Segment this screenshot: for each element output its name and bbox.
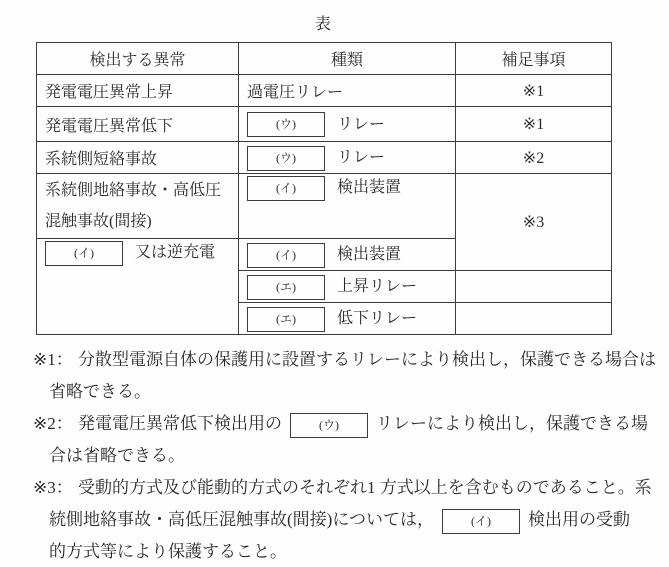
cell-anomaly-r2: 発電電圧異常低下	[37, 107, 239, 142]
fill-in-blank-i: (イ)	[442, 509, 520, 534]
fill-in-blank-i: (イ)	[45, 241, 123, 266]
fill-in-blank-u: (ウ)	[247, 112, 325, 137]
footnote-1-line-2	[33, 376, 653, 408]
table-row	[37, 174, 612, 239]
kind-label: 低下リレー	[337, 310, 418, 328]
cell-kind-r6	[239, 271, 456, 303]
anomaly-line1: 系統側地絡事故・高低圧	[45, 182, 222, 199]
cell-note-r4-r5: ※3	[456, 174, 612, 271]
footnote-1-text: 省略できる。	[49, 382, 151, 401]
footnote-1-line-1	[33, 344, 656, 376]
table-header-row	[37, 43, 612, 75]
anomaly-label: 又は逆充電	[135, 244, 216, 261]
cell-note-r6-empty	[456, 271, 612, 303]
anomaly-line2: 混触事故(間接)	[45, 213, 152, 230]
footnote-1-text: 分散型電源自体の保護用に設置するリレーにより検出し，保護できる場合は	[78, 350, 656, 369]
footnote-2-text: 合は省略できる。	[49, 446, 185, 465]
table-row	[37, 142, 612, 174]
header-kind: 種類	[239, 43, 456, 75]
kind-label: リレー	[337, 149, 386, 167]
kind-label: 検出装置	[337, 246, 402, 264]
kind-label: 上昇リレー	[337, 278, 418, 296]
cell-anomaly-r5	[37, 239, 239, 335]
footnote-2-text: 発電電圧異常低下検出用の	[78, 414, 282, 433]
footnote-3-text: 統側地絡事故・高低圧混触事故(間接)については，	[49, 510, 434, 529]
footnote-1-label: ※1：	[33, 350, 73, 369]
cell-anomaly-r1: 発電電圧異常上昇	[37, 75, 239, 107]
fill-in-blank-e: (エ)	[247, 275, 325, 300]
footnote-3-text: 検出用の受動	[527, 510, 630, 529]
fill-in-blank-u: (ウ)	[290, 413, 368, 438]
fill-in-blank-e: (エ)	[247, 307, 325, 332]
footnote-3-line-2	[33, 504, 653, 536]
cell-note-r7-empty	[456, 303, 612, 335]
table-row	[37, 107, 612, 142]
cell-kind-r3	[239, 142, 456, 174]
header-supplementary: 補足事項	[456, 43, 612, 75]
cell-kind-r5	[239, 239, 456, 271]
cell-kind-r1: 過電圧リレー	[239, 75, 456, 107]
table-title: 表	[314, 16, 332, 33]
kind-label: リレー	[337, 115, 386, 133]
fill-in-blank-u: (ウ)	[247, 146, 325, 171]
footnote-3-line-3	[33, 536, 653, 567]
footnote-3-text: 受動的方式及び能動的方式のそれぞれ1 方式以上を含むものであること。系	[78, 478, 652, 497]
cell-note-r2: ※1	[456, 107, 612, 142]
cell-note-r1: ※1	[456, 75, 612, 107]
footnote-3-line-1	[33, 472, 653, 504]
footnotes	[33, 344, 656, 567]
header-detected-anomaly: 検出する異常	[37, 43, 239, 75]
footnote-3-label: ※3：	[33, 478, 73, 497]
cell-note-r3: ※2	[456, 142, 612, 174]
footnote-2-line-2	[33, 440, 653, 472]
footnote-2-line-1	[33, 408, 653, 440]
kind-label: 検出装置	[337, 179, 402, 196]
protection-relay-table	[36, 42, 612, 335]
table-row	[37, 75, 612, 107]
footnote-2-label: ※2：	[33, 414, 73, 433]
cell-kind-r2	[239, 107, 456, 142]
fill-in-blank-i: (イ)	[247, 176, 325, 201]
footnote-2-text: リレーにより検出し，保護できる場	[376, 414, 648, 433]
fill-in-blank-i: (イ)	[247, 243, 325, 268]
cell-kind-r7	[239, 303, 456, 335]
cell-anomaly-r4	[37, 174, 239, 239]
footnote-3-text: 的方式等により保護すること。	[49, 542, 287, 561]
cell-anomaly-r3: 系統側短絡事故	[37, 142, 239, 174]
cell-kind-r4	[239, 174, 456, 239]
